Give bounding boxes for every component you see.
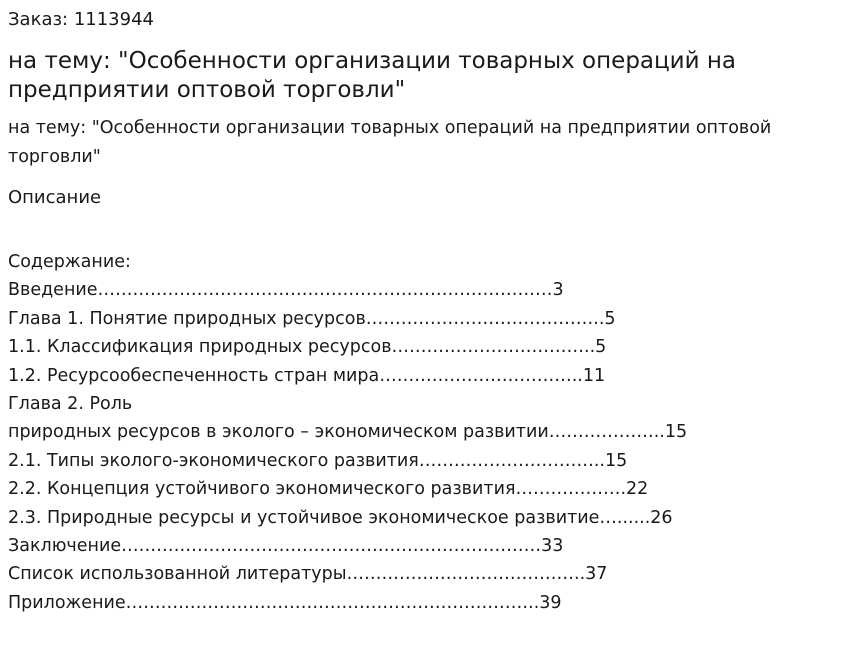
toc-item: Приложение……………………………………………………………..39: [8, 592, 562, 613]
subtitle-text: на тему: "Особенности организации товарных операций на предприятии оптовой торговли": [8, 118, 772, 167]
table-of-contents: [8, 248, 687, 617]
page-title: на тему: "Особенности организации товарных операций на предприятии оптовой торговли": [8, 48, 737, 103]
toc-item: природных ресурсов в эколого – экономическом развитии………………..15: [8, 422, 688, 443]
toc-item: Заключение………………………………………………………………33: [8, 535, 564, 556]
toc-heading: Содержание:: [8, 252, 131, 272]
toc-item: Глава 1. Понятие природных ресурсов…………………………………..5: [8, 308, 616, 329]
toc-item: 2.3. Природные ресурсы и устойчивое экономическое развитие…......26: [8, 507, 673, 528]
toc-item: 2.1. Типы эколого-экономического развития…………………………..15: [8, 450, 628, 471]
order-number: Заказ: 1113944: [8, 9, 154, 30]
toc-item: Глава 2. Роль: [8, 393, 133, 414]
description-heading: Описание: [8, 187, 102, 208]
toc-item: Введение……………………………………………………………………3: [8, 280, 564, 301]
toc-item: 1.1. Классификация природных ресурсов……………………………..5: [8, 337, 607, 358]
toc-item: 1.2. Ресурсообеспеченность стран мира……………………………..11: [8, 365, 606, 386]
toc-item: 2.2. Концепция устойчивого экономического развития……………….22: [8, 479, 649, 500]
toc-item: Список использованной литературы…………………………………..37: [8, 564, 608, 585]
